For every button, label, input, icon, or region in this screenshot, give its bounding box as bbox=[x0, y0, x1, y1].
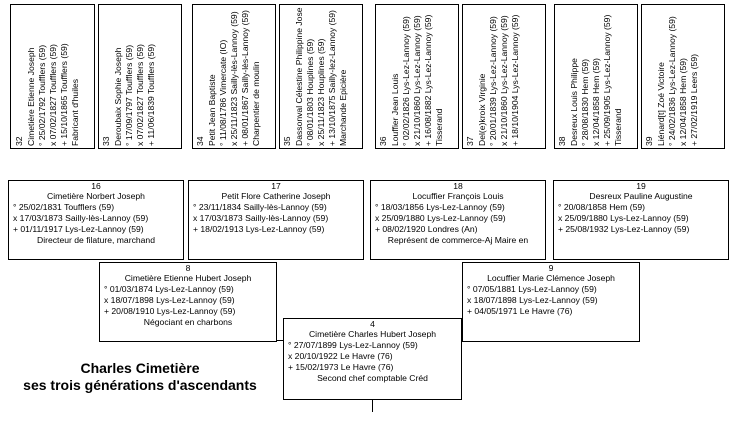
ancestor-occupation: Représent de commerce-Aj Maire en bbox=[387, 235, 529, 245]
ancestor-death: + 13/10/1875 Sailly-lez-Lannoy (59) bbox=[327, 9, 337, 146]
ancestor-number: 36 bbox=[378, 135, 388, 146]
ancestor-box-32 bbox=[10, 4, 95, 149]
ancestor-occupation: Charpentier de moulin bbox=[251, 60, 261, 146]
ancestor-box-38 bbox=[554, 4, 638, 149]
ancestor-birth: ° 08/01/1803 Houplines (59) bbox=[305, 38, 315, 146]
ancestor-birth: ° 23/11/1834 Sailly-lès-Lannoy (59) bbox=[193, 202, 327, 212]
ancestor-occupation: Fabricant d'huiles bbox=[69, 78, 80, 146]
ancestor-number: 8 bbox=[185, 263, 191, 273]
ancestor-box-16 bbox=[8, 180, 184, 260]
ancestor-marriage: x 07/02/1827 Toufflers (59) bbox=[135, 43, 145, 146]
ancestor-box-34 bbox=[192, 4, 276, 149]
ancestor-death: + 18/02/1913 Lys-Lez-Lannoy (59) bbox=[193, 224, 325, 234]
ancestor-occupation bbox=[157, 8, 168, 146]
connector bbox=[372, 400, 373, 412]
ancestor-death: + 08/02/1920 Londres (An) bbox=[375, 224, 478, 234]
ancestor-number: 32 bbox=[13, 135, 24, 146]
ancestor-birth: ° 20/08/1858 Hem (59) bbox=[558, 202, 646, 212]
ancestor-box-18 bbox=[370, 180, 546, 260]
chart-title-line2: ses trois générations d'ascendants bbox=[23, 377, 257, 393]
ancestor-birth: ° 02/02/1826 Lys-Lez-Lannoy (59) bbox=[401, 15, 411, 146]
ancestor-death: + 16/08/1882 Lys-Lez-Lannoy (59) bbox=[423, 14, 433, 146]
ancestor-number: 37 bbox=[465, 135, 475, 146]
ancestor-box-9 bbox=[462, 262, 640, 342]
ancestor-box-37 bbox=[462, 4, 546, 149]
ancestor-box-33 bbox=[98, 4, 182, 149]
ancestor-marriage: x 25/09/1880 Lys-Lez-Lannoy (59) bbox=[375, 213, 506, 223]
ancestor-marriage: x 18/07/1898 Lys-Lez-Lannoy (59) bbox=[104, 295, 235, 305]
ancestor-name: Petit Jean Baptiste bbox=[207, 73, 217, 146]
ancestor-marriage: x 21/10/1860 Lys-Lez-Lannoy (59) bbox=[412, 14, 422, 146]
ancestor-number: 39 bbox=[644, 135, 654, 146]
ancestor-death: + 15/10/1865 Toufflers (59) bbox=[58, 42, 69, 146]
ancestor-death: + 25/08/1932 Lys-Lez-Lannoy (59) bbox=[558, 224, 690, 234]
ancestor-number: 34 bbox=[195, 135, 205, 146]
ancestor-birth: ° 20/01/1839 Lys-Lez-Lannoy (59) bbox=[488, 15, 498, 146]
ancestor-occupation: Tisserand bbox=[613, 108, 623, 146]
ancestor-number: 33 bbox=[101, 135, 111, 146]
ancestor-box-35 bbox=[279, 4, 363, 149]
ancestor-name: Cimetière Norbert Joseph bbox=[47, 191, 145, 201]
ancestor-death: + 25/09/1905 Lys-Lez-Lannoy (59) bbox=[602, 14, 612, 146]
ancestor-number: 9 bbox=[548, 263, 554, 273]
ancestor-occupation: Directeur de filature, marchand bbox=[37, 235, 155, 245]
ancestor-name: Liénard[t] Zoé Victoire bbox=[656, 61, 666, 146]
ancestor-marriage: x 07/02/1827 Toufflers (59) bbox=[47, 43, 58, 146]
ancestor-number: 16 bbox=[91, 181, 101, 191]
ancestor-name: Del(e)kroix Virginie bbox=[477, 73, 487, 146]
ancestor-marriage: x 25/11/1823 Sailly-lès-Lannoy (59) bbox=[229, 10, 239, 146]
ancestor-name: Locuffier Marie Clémence Joseph bbox=[487, 273, 615, 283]
ancestor-name: Desreux Pauline Augustine bbox=[589, 191, 693, 201]
ancestor-name: Cimetière Etienne Hubert Joseph bbox=[124, 273, 252, 283]
ancestor-name: Cimetière Etienne Joseph bbox=[25, 47, 36, 146]
ancestor-birth: ° 07/05/1881 Lys-Lez-Lannoy (59) bbox=[467, 284, 597, 294]
ancestor-occupation: Marchande Epicière bbox=[338, 69, 348, 146]
ancestor-number: 4 bbox=[370, 319, 375, 329]
ancestor-occupation bbox=[521, 8, 532, 146]
ancestor-occupation: Second chef comptable Créd bbox=[317, 373, 428, 383]
ancestor-marriage: x 21/10/1860 Lys-Lez-Lannoy (59) bbox=[499, 14, 509, 146]
ancestor-death: + 20/08/1910 Lys-Lez-Lannoy (59) bbox=[104, 306, 236, 316]
ancestor-marriage: x 25/09/1880 Lys-Lez-Lannoy (59) bbox=[558, 213, 689, 223]
ancestor-birth: ° 24/02/1836 Lys-Lez-Lannoy (59) bbox=[667, 15, 677, 146]
ancestor-birth: ° 01/03/1874 Lys-Lez-Lannoy (59) bbox=[104, 284, 234, 294]
ancestor-number: 18 bbox=[453, 181, 463, 191]
ancestor-death: + 11/06/1839 Toufflers (59) bbox=[146, 43, 156, 146]
ancestor-number: 17 bbox=[271, 181, 281, 191]
ancestor-birth: ° 25/02/1792 Toufflers (59) bbox=[36, 44, 47, 146]
ancestor-death: + 18/10/1904 Lys-Lez-Lannoy (59) bbox=[510, 14, 520, 146]
ancestor-box-36 bbox=[375, 4, 459, 149]
ancestor-number: 19 bbox=[636, 181, 646, 191]
ancestor-name: Deroubaix Sophie Joseph bbox=[113, 47, 123, 146]
ancestor-occupation: Négociant en charbons bbox=[143, 317, 233, 327]
ancestor-birth: ° 11/08/1786 Vimercate (IO) bbox=[218, 39, 228, 146]
ancestor-marriage: x 12/04/1858 Hem (59) bbox=[591, 57, 601, 146]
ancestor-marriage: x 18/07/1898 Lys-Lez-Lannoy (59) bbox=[467, 295, 598, 305]
ancestor-box-4 bbox=[283, 318, 462, 400]
ancestor-death: + 04/05/1971 Le Havre (76) bbox=[467, 306, 573, 316]
chart-title-line1: Charles Cimetière bbox=[80, 360, 200, 376]
ancestor-birth: ° 27/07/1899 Lys-Lez-Lannoy (59) bbox=[288, 340, 418, 350]
ancestor-name: Dassonval Célestine Philippine Jose bbox=[294, 6, 304, 146]
ancestor-number: 38 bbox=[557, 135, 567, 146]
ancestor-marriage: x 20/10/1922 Le Havre (76) bbox=[288, 351, 393, 361]
ancestor-marriage: x 17/03/1873 Sailly-lès-Lannoy (59) bbox=[193, 213, 329, 223]
ancestor-occupation bbox=[463, 317, 639, 328]
ancestor-box-19 bbox=[553, 180, 729, 260]
ancestor-box-39 bbox=[641, 4, 725, 149]
ancestor-birth: ° 28/08/1830 Hem (59) bbox=[580, 58, 590, 146]
ancestor-death: + 01/11/1917 Lys-Lez-Lannoy (59) bbox=[13, 224, 144, 234]
ancestor-number: 35 bbox=[282, 135, 292, 146]
ancestor-marriage: x 17/03/1873 Sailly-lès-Lannoy (59) bbox=[13, 213, 149, 223]
chart-title bbox=[10, 360, 270, 394]
ancestor-birth: ° 17/09/1797 Toufflers (59) bbox=[124, 44, 134, 146]
ancestor-box-17 bbox=[188, 180, 364, 260]
ancestor-death: + 08/01/1867 Sailly-lès-Lannoy (59) bbox=[240, 9, 250, 146]
ancestor-name: Desreux Louis Philippe bbox=[569, 57, 579, 146]
ancestor-name: Locuffier François Louis bbox=[412, 191, 504, 201]
ancestor-occupation bbox=[189, 235, 363, 246]
ancestor-occupation bbox=[700, 8, 711, 146]
ancestor-marriage: x 12/04/1858 Hem (59) bbox=[678, 57, 688, 146]
ancestor-occupation bbox=[554, 235, 728, 246]
ancestor-name: Louffier Jean Louis bbox=[390, 73, 400, 146]
ancestor-birth: ° 25/02/1831 Toufflers (59) bbox=[13, 202, 115, 212]
ancestor-name: Petit Flore Catherine Joseph bbox=[221, 191, 331, 201]
ancestor-box-8 bbox=[99, 262, 277, 342]
ancestor-death: + 27/02/1919 Leers (59) bbox=[689, 53, 699, 146]
ancestor-death: + 15/02/1973 Le Havre (76) bbox=[288, 362, 394, 372]
ancestor-name: Cimetière Charles Hubert Joseph bbox=[308, 329, 437, 339]
ancestor-marriage: x 25/11/1823 Houplines (59) bbox=[316, 38, 326, 146]
ancestor-occupation: Tisserand bbox=[434, 108, 444, 146]
ancestor-birth: ° 18/03/1856 Lys-Lez-Lannoy (59) bbox=[375, 202, 505, 212]
